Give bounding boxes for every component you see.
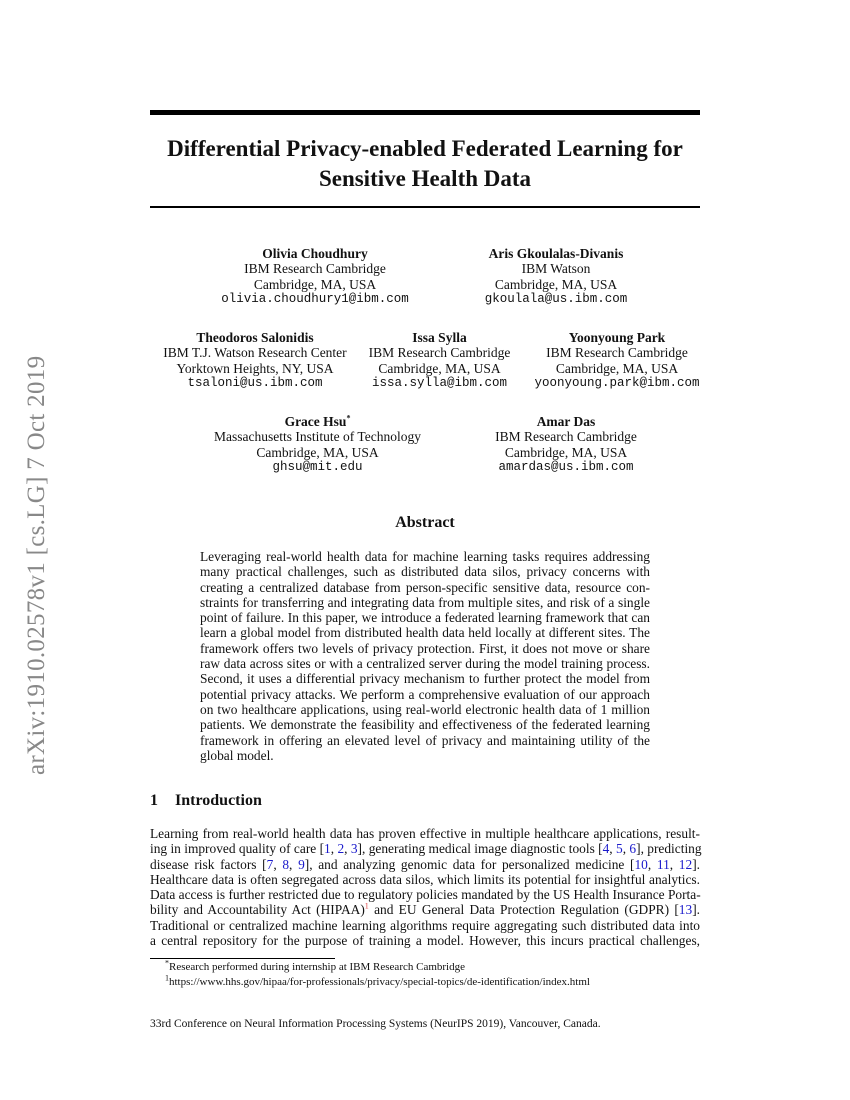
abstract-line: on two healthcare applications, using real-world electronic health data of 1 million (200, 701, 650, 717)
abstract-line: point of failure. In this paper, we introduce a federated learning framework that can (200, 610, 650, 626)
author-name: Amar Das (536, 414, 596, 429)
citation-link[interactable]: 5 (616, 841, 623, 857)
citation-link[interactable]: 10 (634, 856, 648, 872)
author-email: issa.sylla@ibm.com (371, 375, 508, 390)
citation-link[interactable]: 9 (298, 856, 305, 872)
footnote-mark: * (165, 958, 169, 968)
intro-text: ], generating medical image diagnostic tools [ (357, 841, 603, 857)
citation-link[interactable]: 6 (629, 841, 637, 857)
author-email: ghsu@mit.edu (272, 459, 363, 474)
author-email: tsaloni@us.ibm.com (187, 375, 323, 390)
footnote (165, 958, 465, 973)
intro-text: ], and analyzing genomic data for personalized medicine [ (304, 856, 635, 872)
intro-line: Data access is further restricted due to regulatory policies mandated by the US Health Insurance Porta- (150, 887, 701, 903)
intro-body (150, 826, 700, 948)
author-block (466, 414, 666, 475)
author-email: amardas@us.ibm.com (498, 459, 634, 474)
author-block (522, 330, 712, 391)
citation-link[interactable]: 13 (678, 902, 693, 918)
paper-title (150, 134, 700, 194)
abstract-line: global model. (200, 747, 274, 763)
author-email: yoonyoung.park@ibm.com (534, 375, 700, 390)
author-affiliation: IBM Research Cambridge (546, 345, 688, 361)
author-affiliation: IBM Watson (521, 261, 591, 277)
author-location: Cambridge, MA, USA (378, 360, 501, 376)
author-block (456, 246, 656, 307)
footnote-link[interactable]: 1 (364, 902, 369, 912)
intro-line: ing in improved quality of care [1, 2, 3], generating medical image diagnostic tools [4, 5, 6], predicting (150, 841, 702, 857)
intro-line: disease risk factors [7, 8, 9], and analyzing genomic data for personalized medicine [10, 11, 12]. (150, 856, 700, 872)
author-name: Issa Sylla (412, 330, 467, 345)
footnote-mark: 1 (165, 973, 169, 983)
footnote-url[interactable]: https://www.hhs.gov/hipaa/for-professionals/privacy/special-topics/de-identification/index.html (169, 976, 590, 988)
author-block (215, 246, 415, 307)
section-number: 1 (150, 792, 158, 809)
author-affiliation: IBM Research Cambridge (244, 261, 386, 277)
intro-text: and EU General Data Protection Regulation (GDPR) [ (368, 902, 679, 918)
author-location: Cambridge, MA, USA (504, 444, 628, 460)
intro-text: ]. (692, 856, 700, 872)
intro-text: ]. (692, 902, 700, 918)
abstract-line: many practical challenges, such as distributed data silos, privacy concerns with (200, 564, 650, 580)
abstract-line: Leveraging real-world health data for machine learning tasks requires addressing (200, 549, 650, 564)
abstract-line: patients. We demonstrate the feasibility and effectiveness of the federated learning (200, 717, 650, 733)
citation-link[interactable]: 8 (282, 856, 290, 872)
citation-link[interactable]: 3 (350, 841, 358, 857)
author-affiliation: Massachusetts Institute of Technology (214, 429, 421, 445)
author-name-line (200, 414, 435, 429)
intro-line: Learning from real-world health data has proven effective in multiple healthcare applications, result- (150, 826, 700, 841)
venue-note: 33rd Conference on Neural Information Processing Systems (NeurIPS 2019), Vancouver, Canada. (150, 1018, 601, 1030)
intro-line: Traditional or centralized machine learning algorithms require aggregating such distributed data into (150, 917, 700, 933)
abstract-line: creating a centralized database from person-specific sensitive data, resource con- (200, 579, 650, 595)
abstract-line: framework offers two levels of privacy protection. First, it does not move or share (200, 640, 650, 656)
author-location: Yorktown Heights, NY, USA (176, 360, 334, 376)
abstract-line: learn a global model from distributed health data held locally at different sites. The (200, 625, 650, 641)
author-name: Grace Hsu (284, 414, 347, 429)
abstract-line: framework in offering an elevated level of privacy and maintaining utility of the (200, 732, 650, 748)
author-name: Olivia Choudhury (262, 246, 368, 261)
citation-link[interactable]: 4 (602, 841, 610, 857)
intro-line: a central repository for the purpose of training a model. However, this incurs practical challenges, (150, 933, 700, 949)
author-name: Yoonyoung Park (568, 330, 666, 345)
intro-text: disease risk factors [ (150, 856, 267, 872)
author-location: Cambridge, MA, USA (253, 276, 377, 292)
author-block (362, 330, 517, 391)
abstract-line: straints for transferring and integrating data from multiple sites, and risk of a single (200, 594, 650, 610)
abstract-line: potential privacy attacks. We perform a comprehensive evaluation of our approach (200, 686, 650, 702)
citation-link[interactable]: 11 (656, 856, 670, 872)
abstract-body (200, 549, 650, 763)
intro-text: ing in improved quality of care [ (150, 841, 325, 857)
citation-link[interactable]: 12 (678, 856, 693, 872)
author-location: Cambridge, MA, USA (256, 444, 379, 460)
author-location: Cambridge, MA, USA (555, 360, 679, 376)
intro-line (150, 902, 700, 917)
title-line: Sensitive Health Data (318, 166, 532, 191)
citation-link[interactable]: 7 (266, 856, 274, 872)
author-block (150, 330, 360, 391)
author-name: Theodoros Salonidis (196, 330, 314, 345)
author-affiliation: IBM Research Cambridge (368, 345, 511, 361)
title-top-rule (150, 110, 700, 115)
section-title: Introduction (175, 792, 262, 809)
author-email: gkoulala@us.ibm.com (484, 291, 628, 306)
intro-line: Healthcare data is often segregated across data silos, which limits its potential for insightful analytics. (150, 871, 700, 887)
footnote (165, 973, 590, 988)
abstract-line: Second, it uses a differential privacy mechanism to further protect the model from (200, 671, 650, 687)
author-footnote-mark: * (346, 413, 351, 423)
footnote-rule (150, 958, 335, 959)
author-block (200, 414, 435, 475)
author-affiliation: IBM T.J. Watson Research Center (163, 345, 347, 361)
arxiv-identifier: arXiv:1910.02578v1 [cs.LG] 7 Oct 2019 (23, 355, 50, 775)
title-bottom-rule (150, 206, 700, 208)
intro-text: ], predicting (636, 841, 702, 857)
abstract-heading: Abstract (395, 514, 455, 531)
author-name: Aris Gkoulalas-Divanis (488, 246, 624, 261)
citation-link[interactable]: 1 (324, 841, 331, 857)
citation-link[interactable]: 2 (337, 841, 345, 857)
author-affiliation: IBM Research Cambridge (495, 429, 637, 445)
author-email: olivia.choudhury1@ibm.com (221, 291, 409, 306)
section-heading (150, 792, 262, 810)
intro-text: bility and Accountability Act (HIPAA) (150, 902, 365, 918)
footnote-text: Research performed during internship at IBM Research Cambridge (169, 961, 465, 973)
author-location: Cambridge, MA, USA (494, 276, 618, 292)
abstract-line: raw data across sites or with a centralized server during the model training process. (200, 656, 650, 672)
title-line: Differential Privacy-enabled Federated Learning for (167, 136, 683, 161)
